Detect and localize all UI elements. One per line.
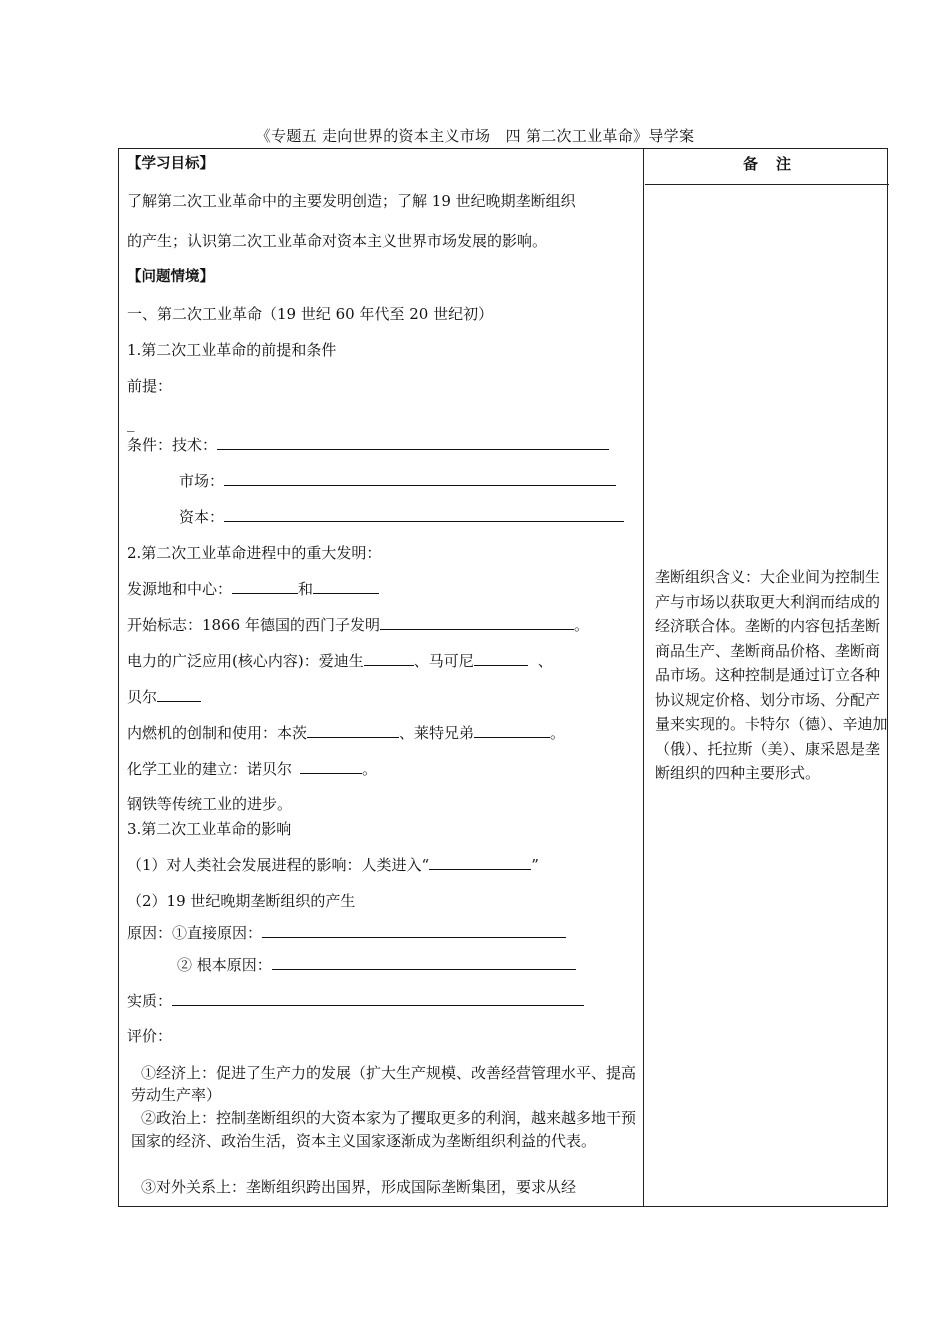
evaluation-label: 评价： [127, 1027, 173, 1045]
condition-capital-blank[interactable] [224, 507, 624, 522]
wright-blank[interactable] [474, 723, 550, 738]
steel-line: 钢铁等传统工业的进步。 [127, 795, 293, 813]
impact-2-title: （2）19 世纪晚期垄断组织的产生 [127, 892, 356, 910]
item-3-title: 3.第二次工业革命的影响 [127, 820, 292, 838]
cause-root-label: ② 根本原因： [177, 956, 272, 974]
impact-1-close-quote: ” [531, 856, 539, 874]
engine-period: 。 [550, 724, 566, 742]
cause-direct-label: 原因：①直接原因： [127, 924, 263, 942]
condition-market-blank[interactable] [224, 471, 616, 486]
origin-blank-2[interactable] [313, 579, 379, 594]
condition-market-label: 市场： [179, 472, 225, 490]
cause-root-row [177, 955, 576, 975]
premise-label: 前提： [127, 377, 173, 395]
worksheet-table [118, 148, 888, 1207]
essence-label: 实质： [127, 992, 173, 1010]
electric-label: 电力的广泛应用(核心内容)：爱迪生 [127, 652, 364, 670]
item-1-title: 1.第二次工业革命的前提和条件 [127, 341, 337, 359]
start-mark-blank[interactable] [380, 615, 574, 630]
engine-row [127, 723, 565, 743]
edison-blank[interactable] [364, 651, 414, 666]
column-divider [643, 149, 644, 1206]
cause-direct-row [127, 923, 566, 943]
impact-1-blank[interactable] [429, 855, 531, 870]
section-1-title: 一、第二次工业革命（19 世纪 60 年代至 20 世纪初） [127, 305, 494, 323]
cause-direct-blank[interactable] [262, 923, 566, 938]
item-2-title: 2.第二次工业革命进程中的重大发明： [127, 544, 382, 562]
impact-1-label: （1）对人类社会发展进程的影响：人类进入“ [127, 856, 430, 874]
goals-line-1: 了解第二次工业革命中的主要发明创造；了解 19 世纪晚期垄断组织 [127, 192, 576, 210]
benz-blank[interactable] [307, 723, 399, 738]
bell-blank[interactable] [157, 687, 201, 702]
condition-tech-label: 条件：技术： [127, 436, 218, 454]
condition-capital-row [179, 507, 624, 527]
notes-text: 垄断组织含义：大企业间为控制生产与市场以获取更大利润而结成的经济联合体。垄断的内容包括垄断商品生产、垄断商品价格、垄断商品市场。这种控制是通过订立各种协议规定价格、划分市场、分配产量来实现的。卡特尔（德）、辛迪加（俄）、托拉斯（美）、康采恩是垄断组织的四种主要形式。 [655, 568, 888, 782]
chem-row [127, 759, 377, 779]
condition-capital-label: 资本： [179, 508, 225, 526]
electric-comma: 、 [537, 652, 553, 670]
condition-market-row [179, 471, 616, 491]
engine-label: 内燃机的创制和使用：本茨 [127, 724, 308, 742]
eval-foreign: ③对外关系上：垄断组织跨出国界，形成国际垄断集团，要求从经 [141, 1178, 577, 1196]
origin-row [127, 579, 379, 599]
start-mark-label: 开始标志：1866 年德国的西门子发明 [127, 616, 380, 634]
marconi-blank[interactable] [474, 651, 528, 666]
chem-label: 化学工业的建立：诺贝尔 [127, 760, 293, 778]
context-heading: 【问题情境】 [127, 269, 214, 285]
essence-row [127, 991, 584, 1011]
origin-label: 发源地和中心： [127, 580, 233, 598]
bell-row [127, 687, 201, 707]
condition-tech-row [127, 435, 609, 455]
electric-row [127, 651, 553, 671]
essence-blank[interactable] [172, 991, 584, 1006]
premise-mark: _ [127, 414, 135, 432]
cause-root-blank[interactable] [272, 955, 576, 970]
eval-political: ②政治上：控制垄断组织的大资本家为了攫取更多的利润，越来越多地干预国家的经济、政治生活，资本主义国家逐渐成为垄断组织利益的代表。 [131, 1109, 637, 1150]
wright-label: 、莱特兄弟 [399, 724, 475, 742]
condition-tech-blank[interactable] [217, 435, 609, 450]
bell-label: 贝尔 [127, 688, 158, 706]
origin-blank-1[interactable] [232, 579, 298, 594]
impact-1-row [127, 855, 539, 875]
start-mark-period: 。 [573, 616, 589, 634]
nobel-blank[interactable] [300, 759, 362, 774]
goals-heading: 【学习目标】 [127, 156, 214, 172]
document-title: 《专题五 走向世界的资本主义市场 四 第二次工业革命》导学案 [255, 127, 695, 145]
goals-line-2: 的产生；认识第二次工业革命对资本主义世界市场发展的影响。 [127, 232, 548, 250]
notes-header: 备注 [645, 149, 889, 185]
eval-economic: ①经济上：促进了生产力的发展（扩大生产规模、改善经营管理水平、提高劳动生产率） [131, 1064, 637, 1104]
chem-period: 。 [362, 760, 378, 778]
origin-and: 和 [298, 580, 314, 598]
marconi-label: 、马可尼 [413, 652, 474, 670]
start-mark-row [127, 615, 589, 635]
